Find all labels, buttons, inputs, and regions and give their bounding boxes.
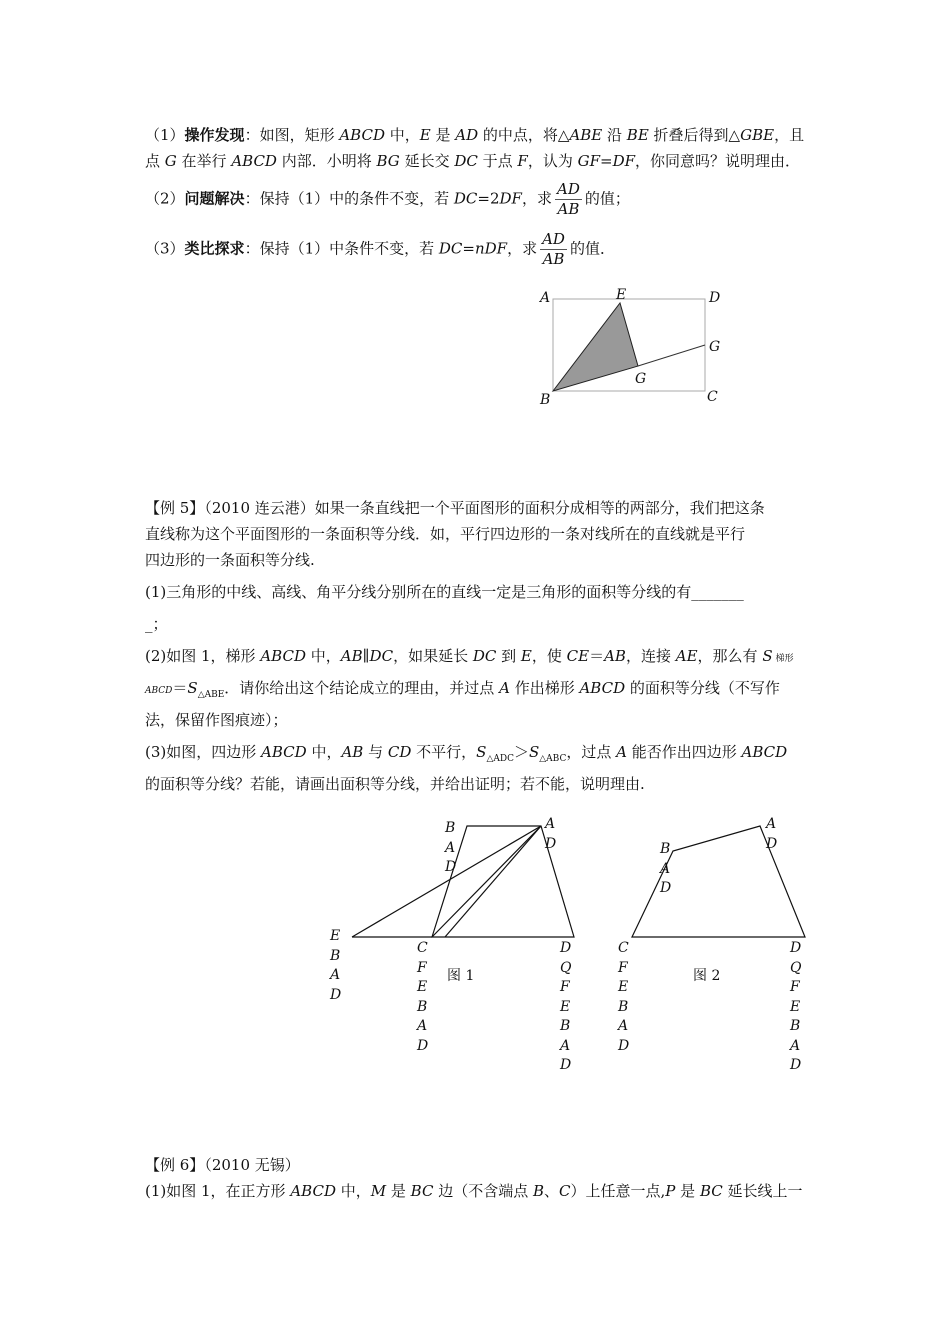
fig2-label-d-3: E <box>790 998 801 1015</box>
fig2-label-d-1: Q <box>790 959 802 976</box>
fig1-label-e-2: A <box>330 967 341 983</box>
fig1-label-c-2: E <box>417 979 428 995</box>
ex5-q3-line2: 的面积等分线？若能，请画出面积等分线，并给出证明；若不能，说明理由. <box>145 775 645 793</box>
fig2-label-d-0: D <box>790 940 802 956</box>
fig2-label-d-2: F <box>790 979 800 995</box>
label-e: E <box>616 287 627 303</box>
ex6-line1: (1)如图 1，在正方形 ABCD 中，M 是 BC 边（不含端点 B、C）上任意一点,P 是 BC 延长线上一 <box>145 1182 803 1200</box>
fig2-label-c-1: F <box>618 959 628 976</box>
fig2-label-a-0: A <box>766 816 777 832</box>
fig1-label-c-5: D <box>417 1037 429 1054</box>
fig1-label-d-6: D <box>560 1057 572 1073</box>
prev-q3: （3）类比探求：保持（1）中条件不变，若 DC=nDF，求 $\frac{AD}{AB}$ 的值． <box>145 230 615 268</box>
fraction-ad-ab-2: $\frac{AD}{AB}$ <box>542 230 565 268</box>
prev-q1-line2: 点 G 在举行 ABCD 内部．小明将 BG 延长交 DC 于点 F，认为 GF=DF，你同意吗？说明理由． <box>145 152 801 170</box>
ex5-q1-line1: (1)三角形的中线、高线、角平分线分别所在的直线一定是三角形的面积等分线的有_______ <box>145 583 744 601</box>
label-b: B <box>540 392 551 408</box>
ex5-q1-line2: _； <box>145 615 168 633</box>
fig1-label-c-1: F <box>417 959 427 976</box>
fig1-label-d-2: F <box>560 979 570 995</box>
fig2-label-a-1: D <box>766 835 778 852</box>
fig2-label-b-0: B <box>660 841 671 857</box>
fig1-label-b-0: B <box>445 820 456 836</box>
fraction-ad-ab: $\frac{AD}{AB}$ <box>556 180 580 218</box>
fig2-label-c-0: C <box>618 940 629 956</box>
fig1-label-c-3: B <box>417 998 428 1015</box>
fig2-label-d-4: B <box>790 1018 801 1034</box>
ex6-head: 【例 6】（2010 无锡） <box>145 1156 300 1174</box>
fig2-label-c-2: E <box>618 979 629 995</box>
caption-fig-1: 图 1 <box>447 968 475 984</box>
fig2-label-c-4: A <box>618 1018 629 1034</box>
ex5-line2: 直线称为这个平面图形的一条面积等分线．如，平行四边形的一条对线所在的直线就是平行 <box>145 525 746 543</box>
fig1-label-d-5: A <box>560 1037 571 1054</box>
fig2-label-c-3: B <box>618 998 629 1015</box>
fig1-label-a-0: A <box>545 816 556 832</box>
fig1-label-c-0: C <box>417 940 428 956</box>
ex5-q2-line3: 法，保留作图痕迹）； <box>145 711 288 729</box>
prev-q1-line1: （1）操作发现：如图，矩形 ABCD 中，E 是 AD 的中点，将△ABE 沿 BE 折叠后得到△GBE，且 <box>145 126 805 144</box>
caption-fig-2: 图 2 <box>693 968 721 984</box>
fig2-label-d-6: D <box>790 1057 802 1073</box>
fig1-label-b-1: A <box>445 839 456 856</box>
fig1-label-a-1: D <box>545 835 557 852</box>
fig2-label-d-5: A <box>790 1037 801 1054</box>
fig1-label-d-0: D <box>560 940 572 956</box>
label-c: C <box>707 389 718 405</box>
label-a: A <box>540 290 551 306</box>
ex5-q2-line2: $ABCD=S_{\triangle ABE}$．请你给出这个结论成立的理由，并过点 A 作出梯形 ABCD 的面积等分线（不写作 <box>145 679 780 700</box>
segment-area-bisector <box>445 826 541 937</box>
fig1-label-b-2: D <box>445 859 457 875</box>
ex5-q2-line1: (2)如图 1，梯形 ABCD 中，AB∥DC，如果延长 DC 到 E，使 CE＝AB，连接 AE，那么有 S 梯形 <box>145 647 794 665</box>
label-d: D <box>709 290 721 306</box>
label-g-right: G <box>709 339 721 355</box>
fig2-label-b-2: D <box>660 880 672 896</box>
label-g-inner: G <box>635 371 647 387</box>
ex5-line3: 四边形的一条面积等分线. <box>145 551 315 569</box>
quadrilateral-abcd <box>632 826 805 937</box>
fig1-label-d-4: B <box>560 1018 571 1034</box>
fig1-label-d-1: Q <box>560 959 572 976</box>
fig1-label-c-4: A <box>417 1018 428 1034</box>
fig1-label-d-3: E <box>560 998 571 1015</box>
fig2-label-c-5: D <box>618 1037 630 1054</box>
fig1-label-e-1: B <box>330 947 341 964</box>
ex5-head: 【例 5】（2010 连云港）如果一条直线把一个平面图形的面积分成相等的两部分，我们把这条 <box>145 499 765 517</box>
fig1-label-e-0: E <box>330 928 341 944</box>
prev-q2: （2）问题解决：保持（1）中的条件不变，若 DC=2DF，求 $\frac{AD}{AB}$ 的值； <box>145 180 630 218</box>
ex5-q3-line1: (3)如图，四边形 ABCD 中，AB 与 CD 不平行，$S_{\triangle ADC}>S_{\triangle ABC}$，过点 A 能否作出四边形 ABCD <box>145 743 788 764</box>
fig2-label-b-1: A <box>660 860 671 877</box>
fig1-label-e-3: D <box>330 986 342 1003</box>
